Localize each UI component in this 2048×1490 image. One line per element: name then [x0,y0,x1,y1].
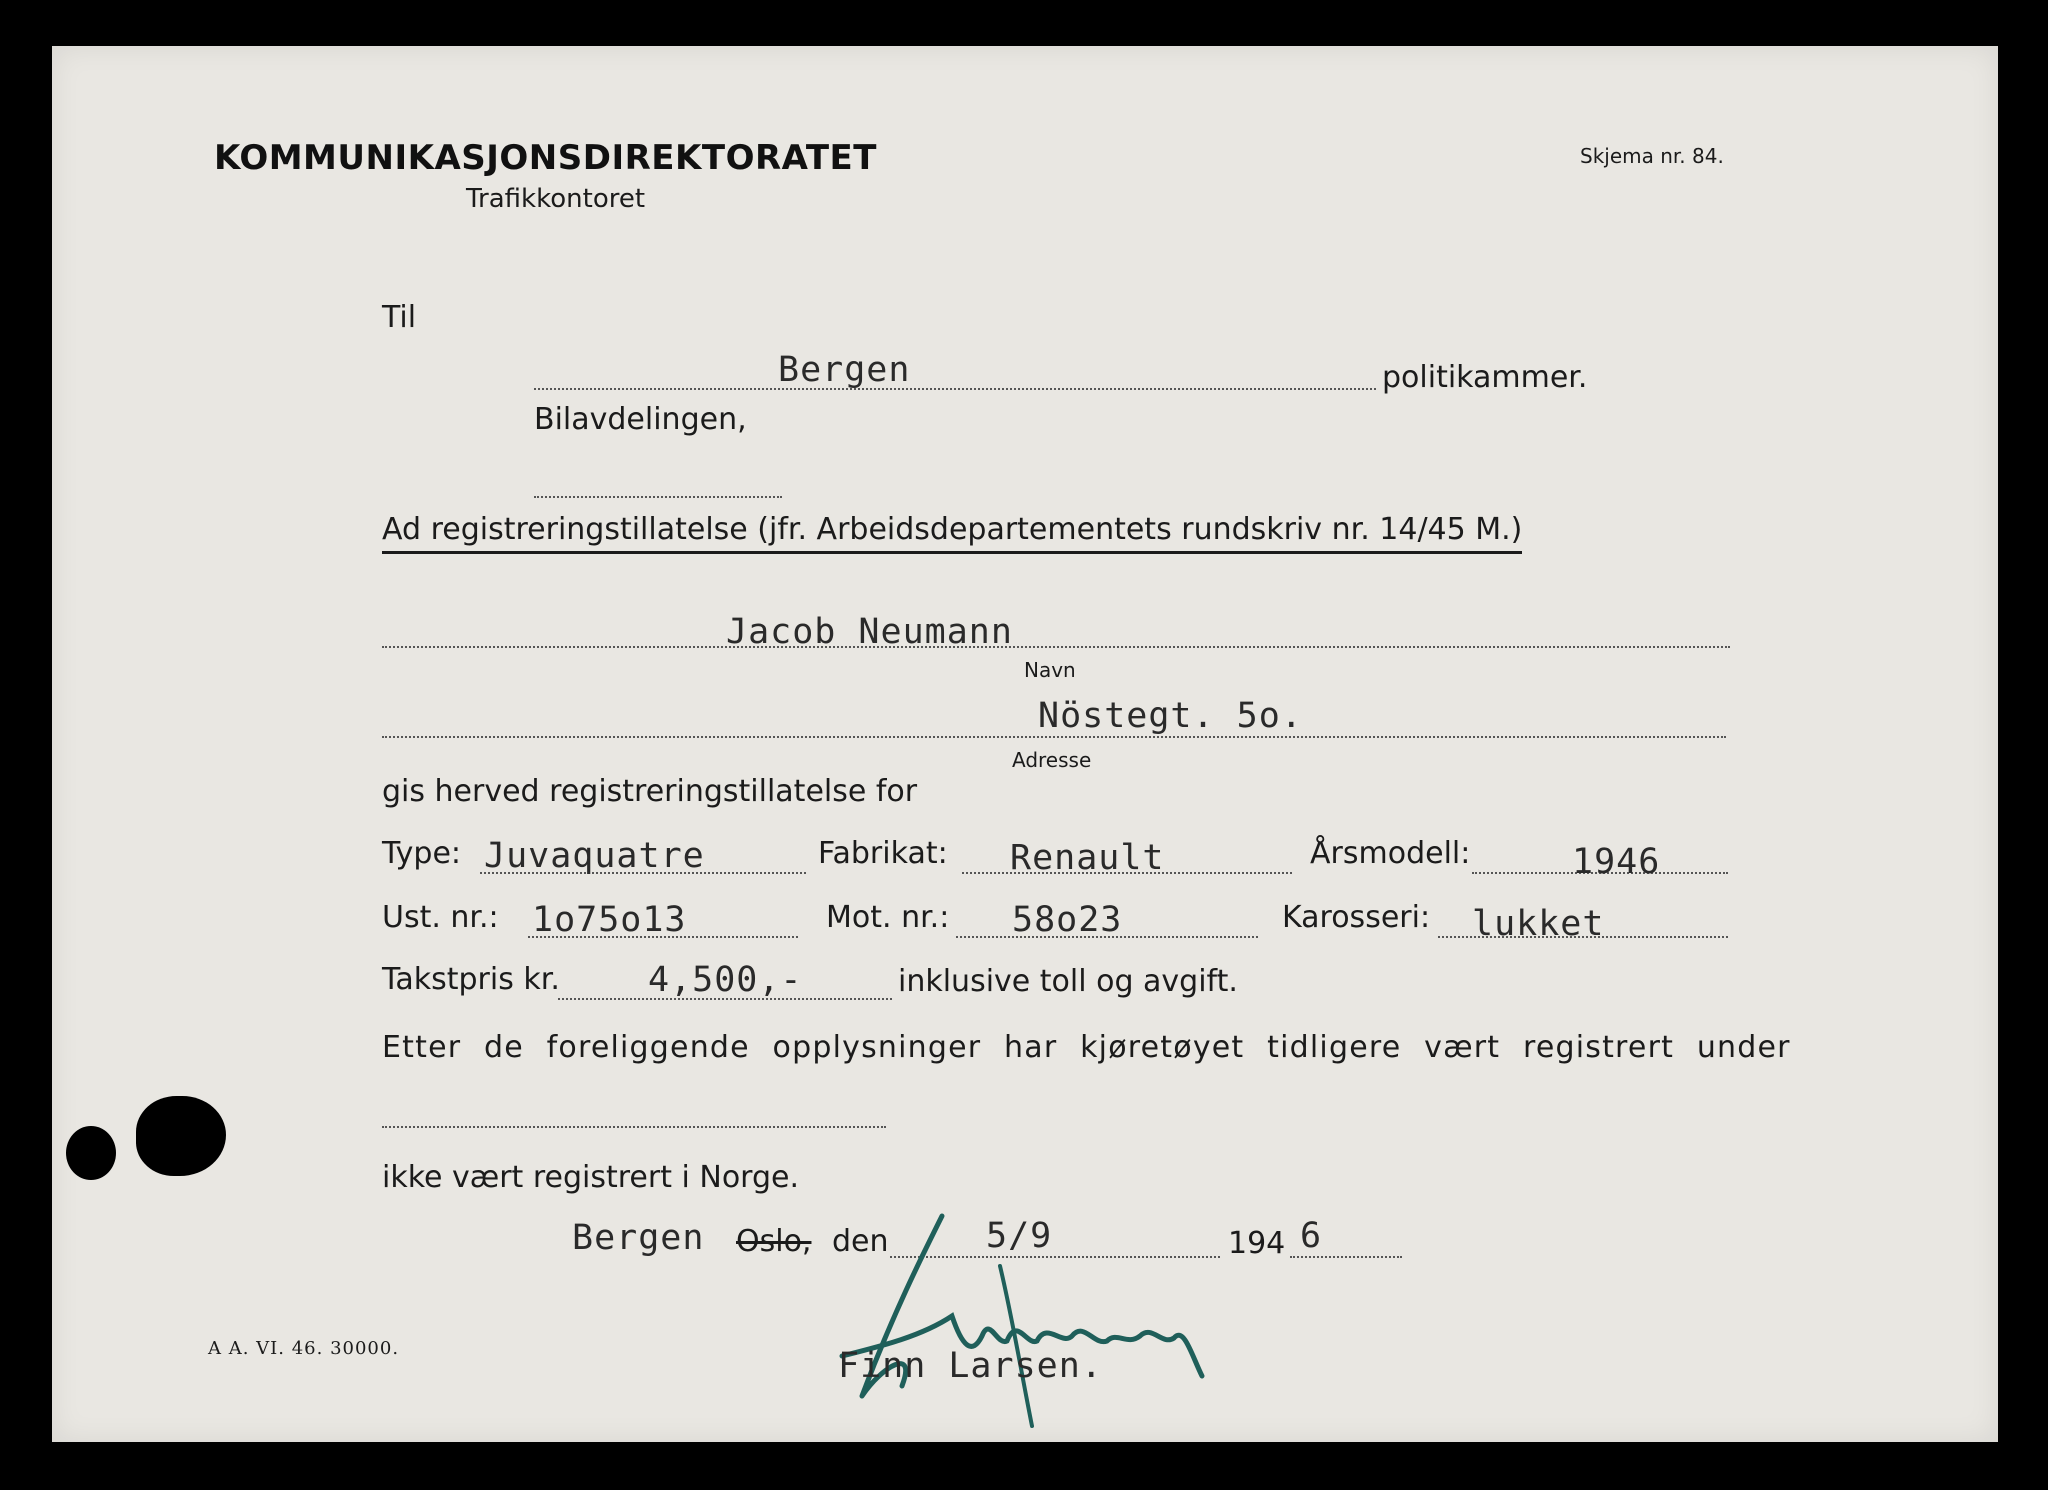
binder-hole-right [136,1096,226,1176]
year-field-line [1290,1256,1402,1258]
signatory-name: Finn Larsen. [838,1346,1103,1386]
politikammer-label: politikammer. [1382,360,1588,395]
dateline-city-printed: Oslo, [736,1224,812,1259]
reference-line: Ad registreringstillatelse (jfr. Arbeidsdepartementets rundskriv nr. 14/45 M.) [382,512,1522,554]
fabrikat-label: Fabrikat: [818,836,948,871]
history-line-1: Etter de foreliggende opplysninger har kjøretøyet tidligere vært registrert under [382,1030,1791,1065]
date-value: 5/9 [986,1216,1053,1256]
document-paper [52,46,1998,1442]
organization-heading: KOMMUNIKASJONSDIREKTORATET [214,138,877,178]
year-suffix: 6 [1300,1216,1323,1256]
takst-value: 4,500,- [648,960,803,1000]
type-value: Juvaquatre [484,836,705,876]
karosseri-value: lukket [1472,904,1605,944]
dateline-den: den [832,1224,889,1259]
grant-text: gis herved registreringstillatelse for [382,774,918,809]
division-field-line [534,496,782,498]
address-caption: Adresse [1012,748,1092,772]
history-field-line [382,1126,886,1128]
type-label: Type: [382,836,462,871]
arsmodell-value: 1946 [1572,842,1661,882]
history-line-2: ikke vært registrert i Norge. [382,1160,800,1195]
ust-value: 1o75o13 [532,900,687,940]
takst-suffix: inklusive toll og avgift. [898,964,1238,999]
mot-label: Mot. nr.: [826,900,950,935]
mot-value: 58o23 [1012,900,1123,940]
applicant-address: Nöstegt. 5o. [1038,696,1303,736]
fabrikat-value: Renault [1010,838,1165,878]
name-caption: Navn [1024,658,1076,682]
department-label: Trafikkontoret [466,184,646,214]
city-field-line [534,388,1376,390]
division-label: Bilavdelingen, [534,402,747,437]
to-label: Til [382,300,417,335]
city-value: Bergen [778,350,911,390]
form-number: Skjema nr. 84. [1580,144,1724,168]
address-field-line [382,736,1726,738]
handwritten-signature [822,1196,1242,1436]
dateline-city-typed: Bergen [572,1218,705,1258]
takst-label: Takstpris kr. [382,962,560,997]
applicant-name: Jacob Neumann [726,612,1013,652]
arsmodell-label: Årsmodell: [1310,836,1471,871]
ust-label: Ust. nr.: [382,900,499,935]
binder-hole-left [66,1126,116,1180]
name-field-line [382,646,1730,648]
karosseri-label: Karosseri: [1282,900,1431,935]
print-code: A A. VI. 46. 30000. [208,1338,400,1359]
year-prefix: 194 [1228,1226,1286,1261]
